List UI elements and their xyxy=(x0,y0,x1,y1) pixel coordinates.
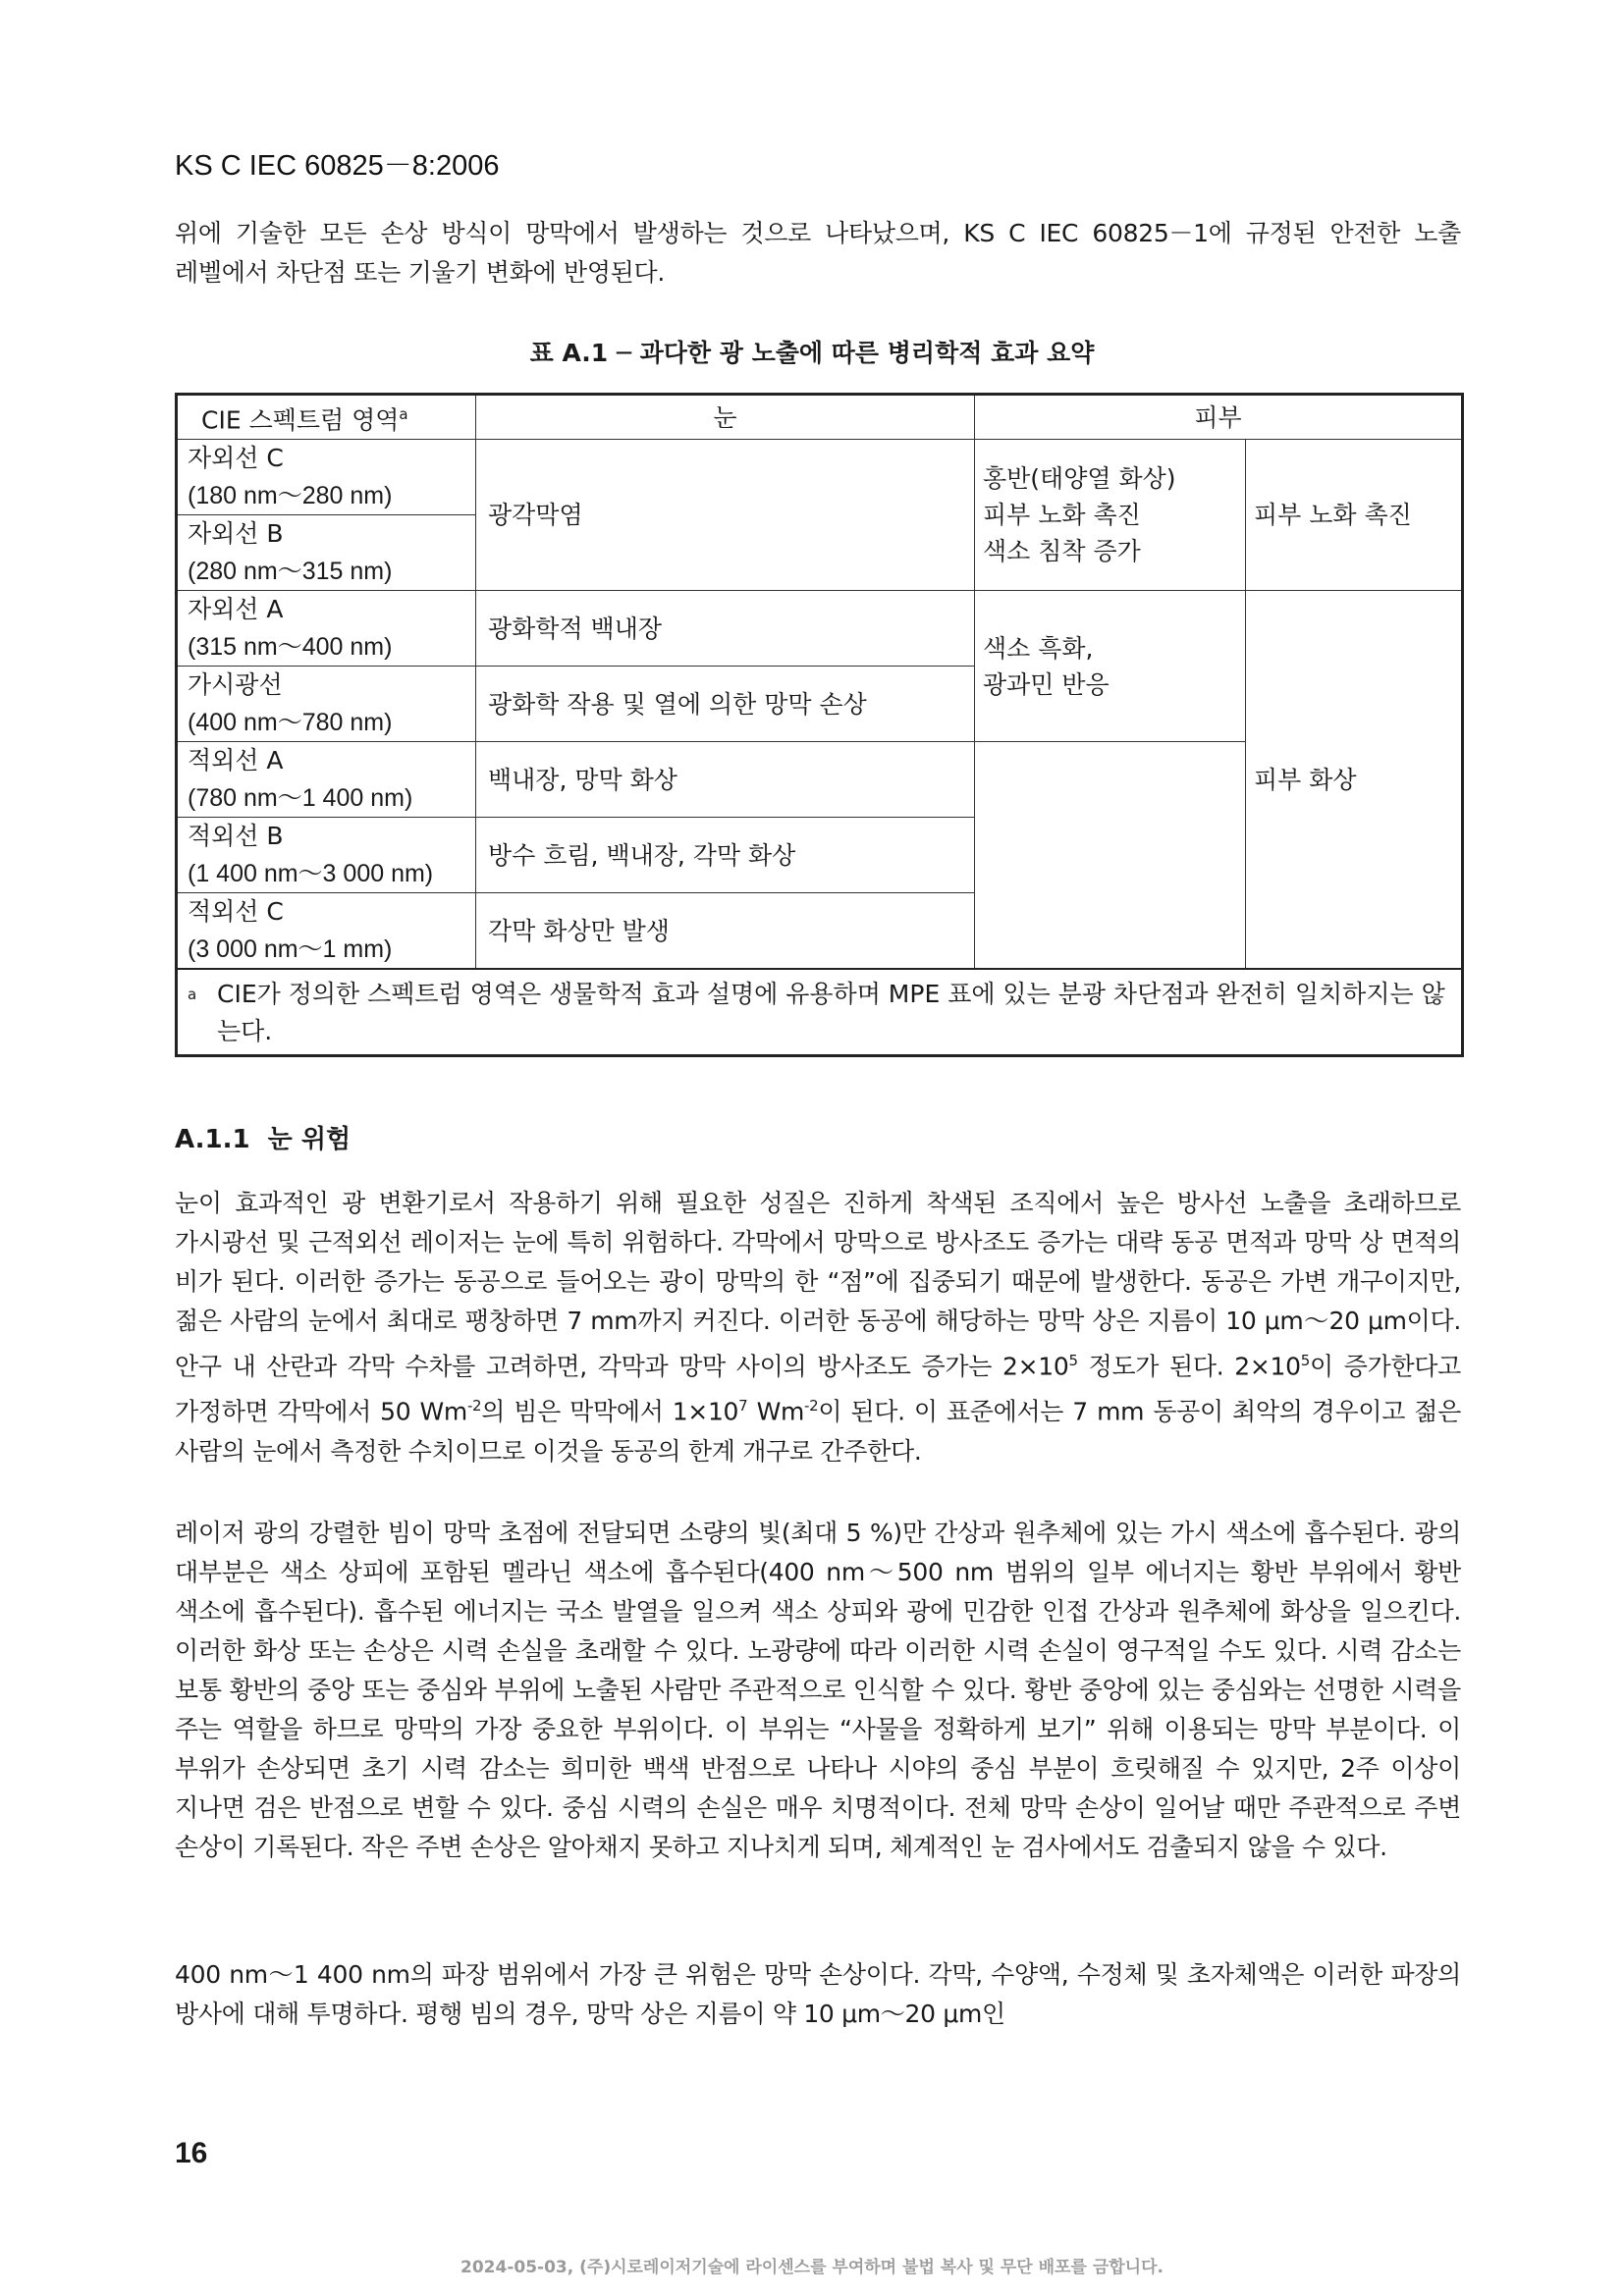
skin-effect-line: 색소 흑화, xyxy=(983,633,1094,663)
table-row xyxy=(177,440,1463,515)
text-run: 이 증가한다고 가정하면 각막에서 50 Wm xyxy=(175,1352,1461,1426)
region-name: 적외선 A xyxy=(188,746,284,774)
eye-effect-cell: 각막 화상만 발생 xyxy=(476,893,975,970)
text-run: 눈이 효과적인 광 변환기로서 작용하기 위해 필요한 성질은 진하게 착색된 조직에서 높은 방사선 노출을 초래하므로 가시광선 및 근적외선 레이저는 눈에 특히 위험하다. 각막에서 망막으로 방사조도 증가는 대략 동공 면적과 망막 상 면적의 비가 된다. 이러한 증가는 동공으로 들어오는 광이 망막의 한 “점”에 집중되기 때문에 발생한다. 동공은 가변 개구이지만, 젊은 사람의 눈에서 최대로 팽창하면 7 mm까지 커진다. 이러한 동공에 해당하는 망막 상은 지름이 10 μm～20 μm이다. 안구 내 산란과 각막 수차를 고려하면, 각막과 망막 사이의 방사조도 증가는 2×10 xyxy=(175,1189,1461,1381)
region-name: 자외선 A xyxy=(188,595,284,623)
region-name: 적외선 C xyxy=(188,897,284,926)
skin-effect-line: 색소 침착 증가 xyxy=(983,537,1141,565)
standard-header: KS C IEC 60825－8:2006 xyxy=(175,150,500,182)
paragraph-text: 레이저 광의 강렬한 빔이 망막 초점에 전달되면 소량의 빛(최대 5 %)만 간상과 원추체에 있는 가시 색소에 흡수된다. 광의 대부분은 색소 상피에 포함된 멜라닌 색소에 흡수된다(400 nm～500 nm 범위의 일부 에너지는 황반 부위에서 황반 색소에 흡수된다). 흡수된 에너지는 국소 발열을 일으켜 색소 상피와 광에 민감한 인접 간상과 원추체에 화상을 일으킨다. 이러한 화상 또는 손상은 시력 손실을 초래할 수 있다. 노광량에 따라 이러한 시력 손실이 영구적일 수도 있다. 시력 감소는 보통 황반의 중앙 또는 중심와 부위에 노출된 사람만 주관적으로 인식할 수 있다. 황반 중앙에 있는 중심와는 선명한 시력을 주는 역할을 하므로 망막의 가장 중요한 부위이다. 이 부위는 “사물을 정확하게 보기” 위해 이용되는 망막 부분이다. 이 부위가 손상되면 초기 시력 감소는 희미한 백색 반점으로 나타나 시야의 중심 부분이 흐릿해질 수 있지만, 2주 이상이 지나면 검은 반점으로 변할 수 있다. 중심 시력의 손실은 매우 치명적이다. 전체 망막 손상이 일어날 때만 주관적으로 주변 손상이 기록된다. 작은 주변 손상은 알아채지 못하고 지나치게 되며, 체계적인 눈 검사에서도 검출되지 않을 수 있다. xyxy=(175,1519,1462,1861)
table-caption: 표 A.1 ─ 과다한 광 노출에 따른 병리학적 효과 요약 xyxy=(529,339,1095,367)
skin-effect-line: 피부 노화 촉진 xyxy=(983,501,1141,529)
skin-effect-cell xyxy=(975,440,1246,591)
text-run: Wm xyxy=(747,1397,805,1426)
footnote-marker: a xyxy=(188,986,197,1003)
license-notice: 2024-05-03, (주)시로레이저기술에 라이센스를 부여하며 불법 복사 및 무단 배포를 금합니다. xyxy=(460,2258,1164,2277)
skin-effect-line: 홍반(태양열 화상) xyxy=(983,464,1176,493)
text-run: 의 빔은 막막에서 1×10 xyxy=(481,1397,739,1426)
eye-hazard-paragraph-2 xyxy=(175,1514,1461,1867)
header-region-label: CIE 스펙트럼 영역 xyxy=(201,405,400,435)
skin-effect-line: 광과민 반응 xyxy=(983,669,1110,699)
intro-paragraph xyxy=(175,214,1461,293)
eye-hazard-paragraph-1 xyxy=(175,1184,1461,1471)
effects-table xyxy=(175,393,1464,1057)
paragraph-text: 400 nm～1 400 nm의 파장 범위에서 가장 큰 위험은 망막 손상이다. 각막, 수양액, 수정체 및 초자체액은 이러한 파장의 방사에 대해 투명하다. 평행 빔의 경우, 망막 상은 지름이 약 10 μm～20 μm인 xyxy=(175,1960,1461,2028)
text-run: 이 된다. 이 표준에서는 7 mm 동공이 최악의 경우이고 젊은 사람의 눈에서 측정한 수치이므로 이것을 동공의 한계 개구로 간주한다. xyxy=(175,1397,1461,1466)
eye-effect-cell: 백내장, 망막 화상 xyxy=(476,742,975,818)
intro-text: 위에 기술한 모든 손상 방식이 망막에서 발생하는 것으로 나타났으며, KS C IEC 60825－1에 규정된 안전한 노출 레벨에서 차단점 또는 기울기 변화에 반영된다. xyxy=(175,219,1461,287)
header-region-footnote-mark: a xyxy=(399,404,408,423)
region-name: 적외선 B xyxy=(188,822,284,850)
region-range: (180 nm～280 nm) xyxy=(188,482,393,509)
page-number: 16 xyxy=(175,2137,208,2169)
section-number: A.1.1 xyxy=(175,1125,250,1154)
skin-effect-empty-cell xyxy=(975,742,1246,970)
header-skin: 피부 xyxy=(975,395,1463,440)
region-name: 가시광선 xyxy=(188,670,283,699)
eye-effect-cell: 광각막염 xyxy=(476,440,975,591)
superscript: -2 xyxy=(804,1397,819,1415)
region-range: (400 nm～780 nm) xyxy=(188,709,393,736)
footnote-text: CIE가 정의한 스펙트럼 영역은 생물학적 효과 설명에 유용하며 MPE 표에 있는 분광 차단점과 완전히 일치하지는 않는다. xyxy=(217,980,1445,1045)
table-header-row xyxy=(177,395,1463,440)
skin-effect-cell: 피부 화상 xyxy=(1246,591,1463,970)
section-heading xyxy=(175,1119,351,1155)
region-name: 자외선 B xyxy=(188,519,284,548)
skin-effect-cell xyxy=(975,591,1246,742)
skin-effect-cell: 피부 노화 촉진 xyxy=(1246,440,1463,591)
superscript: 7 xyxy=(738,1397,748,1415)
region-name: 자외선 C xyxy=(188,444,284,472)
region-cell xyxy=(177,515,476,591)
paragraph-text xyxy=(175,1184,1461,1471)
region-range: (280 nm～315 nm) xyxy=(188,558,393,585)
region-range: (3 000 nm～1 mm) xyxy=(188,935,393,963)
region-range: (315 nm～400 nm) xyxy=(188,633,393,661)
table-footnote-row xyxy=(177,969,1463,1056)
superscript: 5 xyxy=(1068,1352,1078,1369)
section-title: 눈 위험 xyxy=(267,1125,352,1154)
region-cell xyxy=(177,893,476,970)
eye-effect-cell: 방수 흐림, 백내장, 각막 화상 xyxy=(476,818,975,893)
region-cell xyxy=(177,742,476,818)
header-region xyxy=(177,395,476,440)
table-footnote xyxy=(177,969,1463,1056)
region-range: (1 400 nm～3 000 nm) xyxy=(188,860,434,887)
region-cell xyxy=(177,667,476,742)
region-cell xyxy=(177,818,476,893)
region-range: (780 nm～1 400 nm) xyxy=(188,784,413,812)
region-cell xyxy=(177,591,476,667)
superscript: 5 xyxy=(1300,1352,1310,1369)
table-row xyxy=(177,591,1463,667)
text-run: 정도가 된다. 2×10 xyxy=(1077,1352,1301,1381)
superscript: -2 xyxy=(466,1397,482,1415)
region-cell xyxy=(177,440,476,515)
eye-effect-cell: 광화학 작용 및 열에 의한 망막 손상 xyxy=(476,667,975,742)
eye-effect-cell: 광화학적 백내장 xyxy=(476,591,975,667)
header-eye: 눈 xyxy=(476,395,975,440)
eye-hazard-paragraph-3 xyxy=(175,1955,1461,2034)
